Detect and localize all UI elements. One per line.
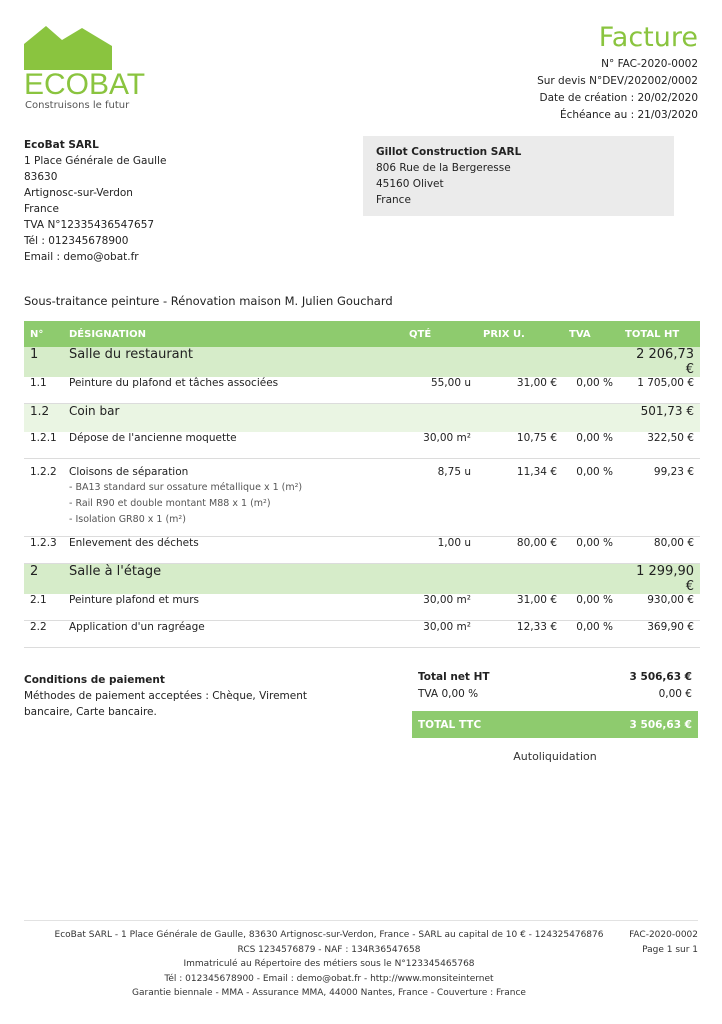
client-block: [363, 136, 674, 216]
detail-line: - BA13 standard sur ossature métallique x 1 (m²): [69, 482, 303, 493]
issuer-country: France: [24, 203, 59, 215]
items-table: [24, 321, 700, 648]
document-title: Facture: [598, 22, 698, 53]
footer-divider: [24, 920, 698, 921]
footer-invoice-ref: FAC-2020-0002: [629, 930, 698, 940]
issuer-city: Artignosc-sur-Verdon: [24, 187, 133, 199]
quote-reference: Sur devis N°DEV/202002/0002: [537, 75, 698, 87]
row-label: Salle à l'étage: [63, 564, 619, 595]
row-total: 1 705,00 €: [619, 377, 700, 404]
issuer-name: EcoBat SARL: [24, 139, 99, 151]
header-total: TOTAL HT: [619, 321, 700, 347]
company-logo: [24, 24, 146, 114]
autoliquidation-note: Autoliquidation: [513, 750, 597, 763]
row-num: 1.2.1: [24, 432, 63, 459]
issuer-phone: Tél : 012345678900: [24, 235, 129, 247]
client-city: 45160 Olivet: [376, 178, 444, 190]
row-num: 1.2.2: [24, 459, 63, 537]
footer-page-info: [629, 928, 698, 957]
row-details: [69, 480, 397, 528]
row-total: 501,73 €: [619, 404, 700, 433]
table-row: [24, 377, 700, 404]
table-row: [24, 594, 700, 621]
row-qty: 55,00 u: [403, 377, 477, 404]
row-vat: 0,00 %: [563, 432, 619, 459]
table-row: [24, 459, 700, 537]
row-vat: 0,00 %: [563, 594, 619, 621]
client-country: France: [376, 194, 411, 206]
row-num: 1.1: [24, 377, 63, 404]
totals-block: [412, 671, 698, 763]
total-ttc-value: 3 506,63 €: [629, 718, 692, 731]
row-total: 322,50 €: [619, 432, 700, 459]
row-vat: 0,00 %: [563, 377, 619, 404]
footer-page-number: Page 1 sur 1: [642, 944, 698, 955]
total-vat-value: 0,00 €: [658, 688, 692, 700]
row-qty: 30,00 m²: [403, 432, 477, 459]
header-unit-price: PRIX U.: [477, 321, 563, 347]
footer-line: Immatriculé au Répertoire des métiers sous le N°123345465768: [183, 959, 475, 969]
row-vat: 0,00 %: [563, 537, 619, 564]
logo-brand: ECOBAT: [24, 68, 146, 101]
footer-line: Tél : 012345678900 - Email : demo@obat.fr - http://www.monsiteinternet: [164, 973, 494, 984]
row-label: Application d'un ragréage: [63, 621, 403, 648]
header-num: N°: [24, 321, 63, 347]
table-header-row: [24, 321, 700, 347]
creation-date: Date de création : 20/02/2020: [539, 92, 698, 104]
client-name: Gillot Construction SARL: [376, 146, 522, 158]
footer-line: Garantie biennale - MMA - Assurance MMA, 44000 Nantes, France - Couverture : France: [132, 988, 526, 998]
row-qty: 30,00 m²: [403, 621, 477, 648]
invoice-number: N° FAC-2020-0002: [601, 58, 698, 70]
row-vat: 0,00 %: [563, 621, 619, 648]
invoice-subject: Sous-traitance peinture - Rénovation maison M. Julien Gouchard: [24, 294, 393, 308]
row-qty: 1,00 u: [403, 537, 477, 564]
logo-tagline: Construisons le futur: [25, 100, 130, 111]
row-label: Peinture plafond et murs: [63, 594, 403, 621]
payment-text: Méthodes de paiement acceptées : Chèque, Virement bancaire, Carte bancaire.: [24, 690, 307, 718]
row-price: 31,00 €: [477, 594, 563, 621]
issuer-email: Email : demo@obat.fr: [24, 251, 139, 263]
row-price: 12,33 €: [477, 621, 563, 648]
row-label: Dépose de l'ancienne moquette: [63, 432, 403, 459]
row-num: 2: [24, 564, 63, 595]
row-label: Cloisons de séparation: [69, 466, 189, 478]
total-vat-label: TVA 0,00 %: [418, 688, 479, 700]
total-net-label: Total net HT: [418, 671, 490, 683]
row-label-cell: [63, 459, 403, 537]
subsection-row: [24, 404, 700, 433]
row-num: 1: [24, 347, 63, 377]
client-address: 806 Rue de la Bergeresse: [376, 162, 511, 174]
table-row: [24, 537, 700, 564]
row-num: 1.2.3: [24, 537, 63, 564]
row-price: 10,75 €: [477, 432, 563, 459]
footer-legal: [24, 928, 634, 1001]
footer-line: EcoBat SARL - 1 Place Générale de Gaulle, 83630 Artignosc-sur-Verdon, France - SARL au capital de 10 € - 124325476876: [54, 930, 604, 940]
issuer-block: [24, 137, 166, 265]
payment-conditions: [24, 672, 354, 720]
issuer-zip: 83630: [24, 171, 58, 183]
total-net-value: 3 506,63 €: [629, 671, 692, 683]
mountain-logo-icon: [24, 24, 112, 70]
row-total: 1 299,90 €: [619, 564, 700, 595]
header-vat: TVA: [563, 321, 619, 347]
row-qty: 8,75 u: [403, 459, 477, 537]
issuer-address: 1 Place Générale de Gaulle: [24, 155, 167, 167]
row-total: 369,90 €: [619, 621, 700, 648]
row-price: 11,34 €: [477, 459, 563, 537]
row-label: Coin bar: [63, 404, 619, 433]
issuer-vat: TVA N°12335436547657: [24, 219, 155, 231]
total-vat-row: [412, 688, 698, 708]
detail-line: - Rail R90 et double montant M88 x 1 (m²): [69, 498, 271, 509]
detail-line: - Isolation GR80 x 1 (m²): [69, 514, 186, 525]
row-label: Salle du restaurant: [63, 347, 619, 377]
row-num: 2.1: [24, 594, 63, 621]
row-price: 31,00 €: [477, 377, 563, 404]
row-label: Peinture du plafond et tâches associées: [63, 377, 403, 404]
row-num: 1.2: [24, 404, 63, 433]
row-label: Enlevement des déchets: [63, 537, 403, 564]
total-ttc-row: [412, 711, 698, 738]
total-ttc-label: TOTAL TTC: [418, 718, 482, 731]
row-total: 99,23 €: [619, 459, 700, 537]
table-row: [24, 432, 700, 459]
row-num: 2.2: [24, 621, 63, 648]
total-net-row: [412, 671, 698, 688]
row-total: 930,00 €: [619, 594, 700, 621]
section-row: [24, 564, 700, 595]
row-price: 80,00 €: [477, 537, 563, 564]
header-qty: QTÉ: [403, 321, 477, 347]
document-meta: [537, 56, 698, 124]
section-row: [24, 347, 700, 377]
due-date: Échéance au : 21/03/2020: [559, 109, 698, 121]
footer-line: RCS 1234576879 - NAF : 134R36547658: [237, 944, 421, 955]
payment-title: Conditions de paiement: [24, 674, 165, 686]
row-total: 2 206,73 €: [619, 347, 700, 377]
table-row: [24, 621, 700, 648]
row-vat: 0,00 %: [563, 459, 619, 537]
row-qty: 30,00 m²: [403, 594, 477, 621]
row-total: 80,00 €: [619, 537, 700, 564]
header-designation: DÉSIGNATION: [63, 321, 403, 347]
